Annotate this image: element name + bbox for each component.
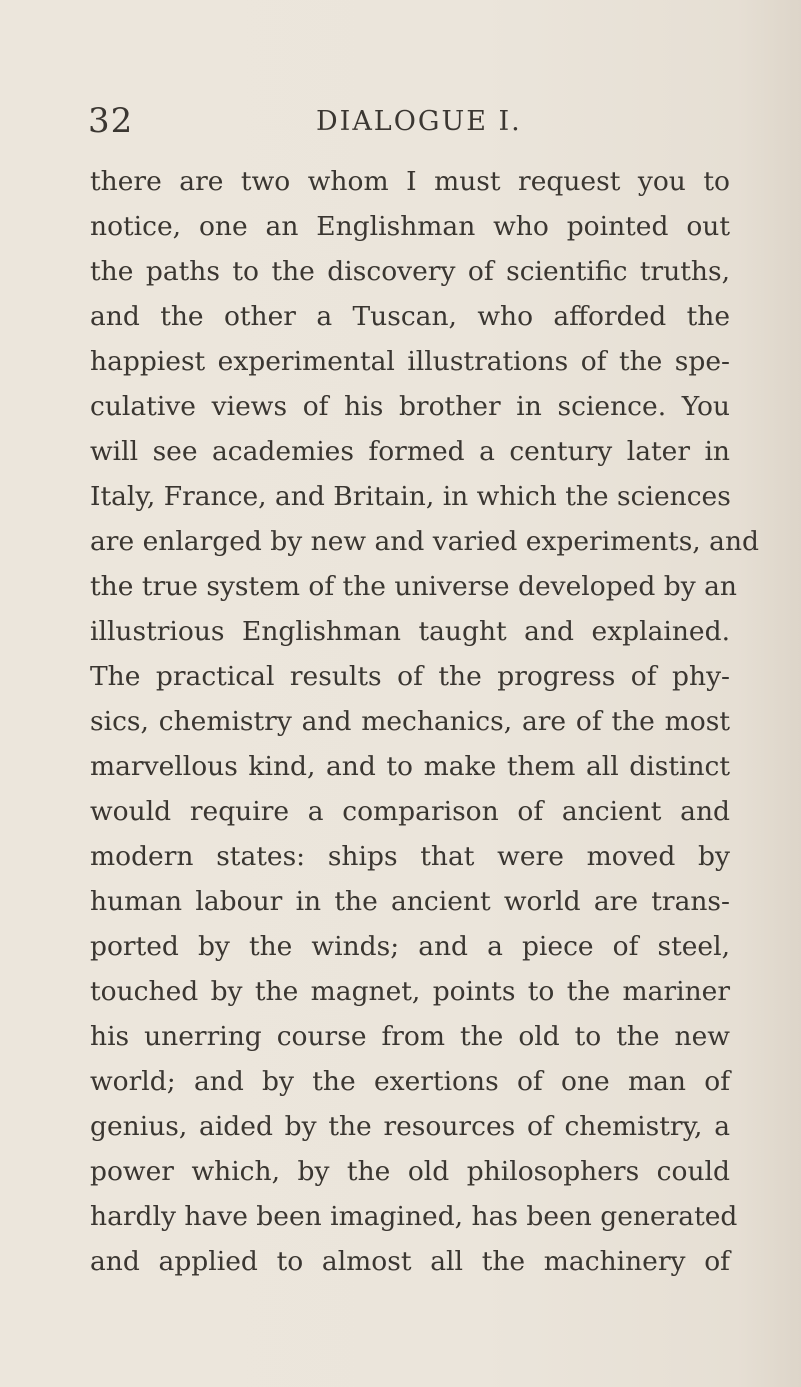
page-number: 32 — [88, 101, 134, 141]
text-line: power which, by the old philosophers could — [90, 1156, 730, 1187]
text-line: ported by the winds; and a piece of steel, — [90, 931, 730, 962]
text-line: notice, one an Englishman who pointed out — [90, 211, 730, 242]
text-line: marvellous kind, and to make them all distinct — [90, 751, 730, 782]
text-line: will see academies formed a century later in — [90, 436, 730, 467]
text-line: are enlarged by new and varied experiments, and — [90, 526, 759, 557]
text-line: human labour in the ancient world are trans- — [90, 886, 730, 917]
text-line: happiest experimental illustrations of the spe- — [90, 346, 730, 377]
text-line: would require a comparison of ancient and — [90, 796, 730, 827]
text-line: The practical results of the progress of phy- — [90, 661, 730, 692]
text-line: and applied to almost all the machinery of — [90, 1246, 730, 1277]
body-text — [90, 159, 759, 1284]
text-line: modern states: ships that were moved by — [90, 841, 730, 872]
running-head: DIALOGUE I. — [316, 106, 522, 137]
text-line: illustrious Englishman taught and explained. — [90, 616, 730, 647]
text-line: hardly have been imagined, has been generated — [90, 1201, 738, 1232]
text-line: the true system of the universe developed by an — [90, 571, 737, 602]
text-line: genius, aided by the resources of chemistry, a — [90, 1111, 730, 1142]
text-line: his unerring course from the old to the new — [90, 1021, 730, 1052]
text-line: culative views of his brother in science. You — [90, 391, 730, 422]
text-line: Italy, France, and Britain, in which the sciences — [90, 481, 731, 512]
text-line: the paths to the discovery of scientific truths, — [90, 256, 730, 287]
text-line: and the other a Tuscan, who afforded the — [90, 301, 730, 332]
text-line: touched by the magnet, points to the mariner — [90, 976, 730, 1007]
text-line: there are two whom I must request you to — [90, 166, 730, 197]
page-header — [0, 96, 801, 146]
text-line: world; and by the exertions of one man of — [90, 1066, 730, 1097]
text-line: sics, chemistry and mechanics, are of the most — [90, 706, 730, 737]
